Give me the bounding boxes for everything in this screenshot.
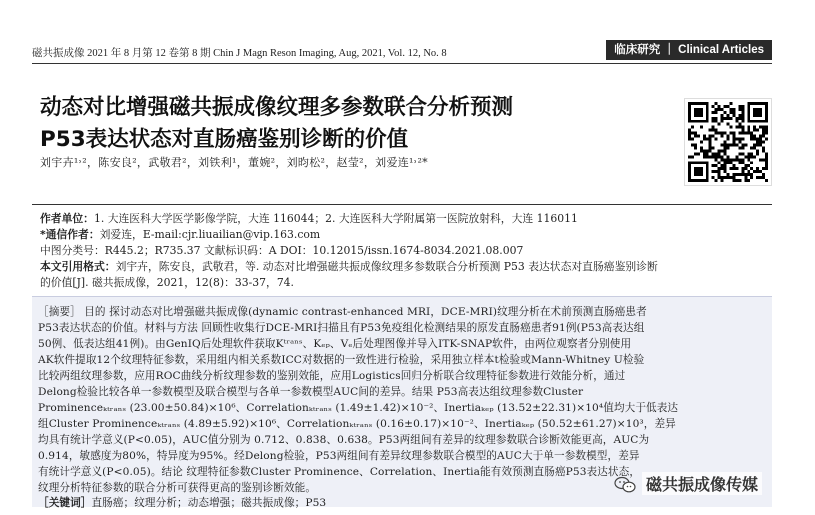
title-rule xyxy=(32,204,772,205)
header-rule xyxy=(32,63,772,64)
abstract-line: 比较两组纹理参数，应用ROC曲线分析纹理参数的鉴别效能，应用Logistics回归分析联合纹理特征参数进行效能分析，通过 xyxy=(38,370,626,382)
citation-row xyxy=(40,259,658,274)
corresponding-text: 刘爱连，E-mail:cjr.liuailian@vip.163.com xyxy=(99,228,321,241)
qr-code xyxy=(684,98,772,186)
abstract-line: Delong检验比较各单一参数模型及联合模型与各单一参数模型AUC间的差异。结果 P53高表达组纹理参数Cluster xyxy=(38,386,584,398)
abstract-line: 组Cluster Prominenceₖₜᵣₐₙₛ (4.89±5.92)×10⁶、Correlationₖₜᵣₐₙₛ (0.16±0.17)×10⁻²、Inertiaₖₑₚ (50.52±61.27)×10³，差异 xyxy=(38,418,676,430)
corresponding-row xyxy=(40,227,320,242)
classification-row: 中图分类号：R445.2；R735.37 文献标识码：A DOI：10.12015/issn.1674-8034.2021.08.007 xyxy=(40,244,524,257)
citation-row-2: 的价值[J]. 磁共振成像，2021，12(8)：33-37，74. xyxy=(40,276,294,289)
wechat-icon xyxy=(614,476,636,494)
abstract-line: Prominenceₖₜᵣₐₙₛ (23.00±50.84)×10⁶、Correlationₖₜᵣₐₙₛ (1.49±1.42)×10⁻²、Inertiaₖₑₚ (13.52±22.31)×10⁴值均大于低表达 xyxy=(38,402,679,414)
citation-text-1: 刘宇卉，陈安良，武敬君，等. 动态对比增强磁共振成像纹理多参数联合分析预测 P53 表达状态对直肠癌鉴别诊断 xyxy=(115,260,658,273)
affiliation-row xyxy=(40,211,578,226)
corresponding-label: *通信作者： xyxy=(40,228,100,241)
author-list: 刘宇卉¹˒²，陈安良²，武敬君²，刘铁利¹，董婉²，刘昀松²，赵莹²，刘爱连¹˒²* xyxy=(40,156,428,169)
abstract-line: 0.914，敏感度为80%，特异度为95%。经Delong检验，P53两组间有差异纹理参数联合模型的AUC大于单一参数模型，差异 xyxy=(38,450,640,462)
section-tag: 临床研究 ｜ Clinical Articles xyxy=(606,40,772,60)
abstract-line: P53表达状态的价值。材料与方法 回顾性收集行DCE-MRI扫描且有P53免疫组化检测结果的原发直肠癌患者91例(P53高表达组 xyxy=(38,322,645,334)
keywords-text: 直肠癌；纹理分析；动态增强；磁共振成像；P53 xyxy=(91,497,327,509)
abstract-line: AK软件提取12个纹理特征参数，采用组内相关系数ICC对数据的一致性进行检验，采用独立样本t检验或Mann-Whitney U检验 xyxy=(38,354,645,366)
citation-label: 本文引用格式： xyxy=(40,260,116,273)
keywords-label: ［关键词］ xyxy=(38,497,92,509)
watermark-text: 磁共振成像传媒 xyxy=(642,472,762,495)
journal-citation-line: 磁共振成像 2021 年 8 月第 12 卷第 8 期 Chin J Magn Reson Imaging, Aug, 2021, Vol. 12, No. 8 xyxy=(32,48,447,59)
affiliation-label: 作者单位： xyxy=(40,212,94,225)
abstract-line: 50例、低表达组41例)。由GenIQ后处理软件获取Kᵗʳᵃⁿˢ、Kₑₚ、Vₑ后处理图像并导入ITK-SNAP软件，由两位观察者分别使用 xyxy=(38,338,632,350)
affiliation-text: 1. 大连医科大学医学影像学院，大连 116044；2. 大连医科大学附属第一医院放射科，大连 116011 xyxy=(93,212,578,225)
abstract-line: ［摘要］ 目的 探讨动态对比增强磁共振成像(dynamic contrast-enhanced MRI，DCE-MRI)纹理分析在术前预测直肠癌患者 xyxy=(38,306,647,318)
abstract-line: 纹理分析特征参数的联合分析可获得更高的鉴别诊断效能。 xyxy=(38,482,317,494)
journal-header xyxy=(32,38,772,62)
abstract-line: 均具有统计学意义(P<0.05)，AUC值分别为 0.712、0.838、0.638。P53两组间有差异的纹理参数联合诊断效能更高，AUC为 xyxy=(38,434,650,446)
keywords-row xyxy=(38,495,326,510)
article-title-line-1: 动态对比增强磁共振成像纹理多参数联合分析预测 xyxy=(40,95,514,120)
abstract-line: 有统计学意义(P<0.05)。结论 纹理特征参数Cluster Prominence、Correlation、Inertia能有效预测直肠癌P53表达状态， xyxy=(38,466,641,478)
article-title-line-2: P53表达状态对直肠癌鉴别诊断的价值 xyxy=(40,127,409,152)
